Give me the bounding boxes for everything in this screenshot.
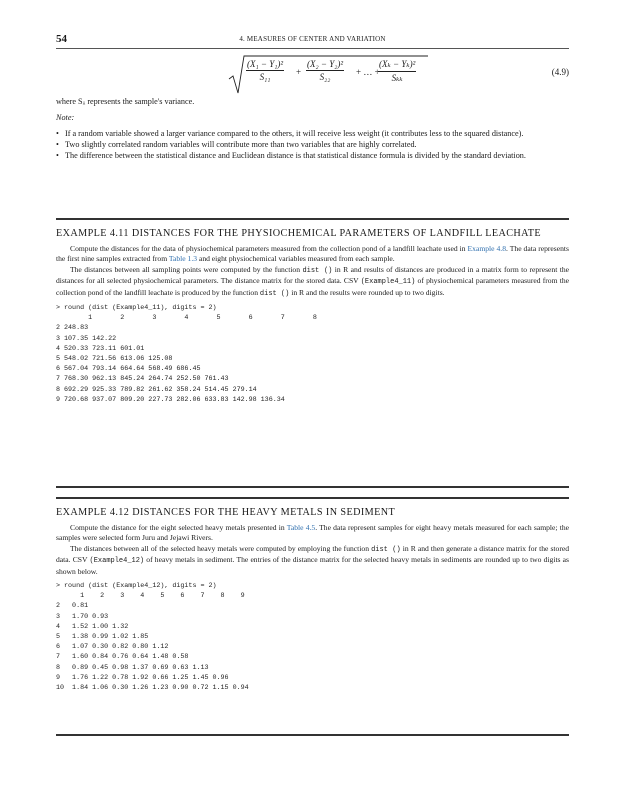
code-line: > round (dist (Example4_12), digits = 2) xyxy=(56,582,217,591)
running-title: 4. MEASURES OF CENTER AND VARIATION xyxy=(239,35,386,43)
example-paragraph xyxy=(56,523,569,544)
equation-4-9 xyxy=(228,55,428,95)
table-4-5-link[interactable]: Table 4.5 xyxy=(286,523,316,532)
code-line: 7 1.60 0.84 0.76 0.64 1.48 0.58 xyxy=(56,653,189,662)
term-1-denominator: S₁₁ xyxy=(259,72,271,82)
inline-code: dist () xyxy=(302,266,333,275)
text-run: in R and then generate a distance matrix for the stored data. CSV xyxy=(56,543,570,565)
code-line: 1 2 3 4 5 6 7 8 xyxy=(56,314,317,323)
text-run: . The data represents the first nine samples extracted from xyxy=(56,244,569,264)
where-text: where Sᵢᵢ represents the sample's variance. xyxy=(56,97,195,106)
code-line: 4 520.33 723.11 601.01 xyxy=(56,344,145,353)
text-run: The distances between all sampling points were computed by the function xyxy=(70,264,303,274)
term-1-numerator: (X₁ − Y₁)² xyxy=(247,59,284,69)
text-run: in R and results of distances are produced in a matrix form to represent the distances for all selected physiochemical parameters. The distance matrix for the stored data. CSV xyxy=(56,264,570,286)
example-4-8-link[interactable]: Example 4.8 xyxy=(467,244,506,253)
text-run: . The data represent samples for eight heavy metals measured for each sample; the samples were selected form Juru and Jejawi Rivers. xyxy=(56,523,569,543)
text-run: Compute the distance for the eight selected heavy metals presented in xyxy=(70,523,287,532)
code-line: 4 1.52 1.00 1.32 xyxy=(56,622,129,631)
code-line: 5 1.38 0.99 1.02 1.85 xyxy=(56,633,149,642)
code-line: 6 1.07 0.30 0.82 0.80 1.12 xyxy=(56,643,169,652)
example-body xyxy=(56,523,569,577)
note-label: Note: xyxy=(56,113,75,122)
term-2-numerator: (X₂ − Y₂)² xyxy=(307,59,344,69)
inline-code: dist () xyxy=(371,545,401,554)
example-4-11-box xyxy=(56,218,569,488)
inline-code: (Example4_11) xyxy=(360,278,416,287)
text-run: The distances between all of the selected heavy metals were computed by employing the function xyxy=(70,543,372,553)
text-run: in R and the results were rounded up to two digits. xyxy=(289,287,445,297)
text-run: of heavy metals in sediment. The entries of the distance matrix for the selected heavy metals in sediments are rounded up to two digits as shown below. xyxy=(56,555,569,576)
term-2-denominator: S₂₂ xyxy=(319,72,331,82)
example-body xyxy=(56,244,569,299)
inline-code: dist () xyxy=(259,289,290,298)
code-line: 6 567.04 793.14 664.64 568.49 686.45 xyxy=(56,365,201,374)
example-4-12-box xyxy=(56,497,569,736)
code-line: 2 248.83 xyxy=(56,324,89,333)
page-header xyxy=(56,33,569,47)
text-run: of physiochemical parameters measured from the collection pond of the landfill leachate is produced by the function xyxy=(56,276,569,297)
code-line: 10 1.84 1.06 0.30 1.26 1.23 0.90 0.72 1.15 0.94 xyxy=(56,684,249,693)
r-output-block xyxy=(56,303,569,405)
r-output-block xyxy=(56,581,569,693)
ellipsis-plus: + … + xyxy=(356,67,380,77)
code-line: 8 0.89 0.45 0.98 1.37 0.69 0.63 1.13 xyxy=(56,663,209,672)
text-run: and eight physiochemical variables measured from each sample. xyxy=(197,254,395,264)
equation-number: (4.9) xyxy=(551,67,569,77)
fraction-term-k xyxy=(378,59,416,84)
note-item: • Two slightly correlated random variables will contribute more than two variables that are highly correlated. xyxy=(56,139,573,150)
inline-code: (Example4_12) xyxy=(89,557,145,566)
notes-list xyxy=(56,128,573,162)
code-line: 9 720.68 937.07 809.20 227.73 282.06 633.83 142.98 136.34 xyxy=(56,395,285,404)
code-line: 9 1.76 1.22 0.78 1.92 0.66 1.25 1.45 0.96 xyxy=(56,673,229,682)
example-paragraph xyxy=(56,265,569,299)
page-number: 54 xyxy=(56,33,67,45)
example-paragraph xyxy=(56,244,569,265)
plus-sign: + xyxy=(296,67,302,77)
code-line: > round (dist (Example4_11), digits = 2) xyxy=(56,304,217,313)
code-line: 5 548.02 721.56 613.06 125.08 xyxy=(56,355,173,364)
note-item: • If a random variable showed a larger variance compared to the others, it will receive less weight (it contributes less to the squared distance). xyxy=(56,128,573,139)
header-rule xyxy=(56,48,569,49)
term-k-numerator: (Xₖ − Yₖ)² xyxy=(378,59,416,72)
example-title: EXAMPLE 4.11 DISTANCES FOR THE PHYSIOCHEMICAL PARAMETERS OF LANDFILL LEACHATE xyxy=(56,228,542,239)
note-item: • The difference between the statistical distance and Euclidean distance is that statistical distance formula is divided by the standard deviation. xyxy=(56,150,573,161)
table-1-3-link[interactable]: Table 1.3 xyxy=(168,254,198,264)
code-line: 3 1.70 0.93 xyxy=(56,612,109,621)
fraction-term-2 xyxy=(306,59,344,82)
term-k-denominator: Sₖₖ xyxy=(391,73,403,83)
code-line: 2 0.81 xyxy=(56,602,89,611)
code-line: 1 2 3 4 5 6 7 8 9 xyxy=(56,592,245,601)
text-run: Compute the distances for the data of physiochemical parameters measured from the collection pond of a landfill leachate used in xyxy=(70,244,468,253)
code-line: 7 768.30 962.13 845.24 264.74 252.50 761.43 xyxy=(56,375,229,384)
fraction-term-1 xyxy=(246,59,284,82)
code-line: 3 107.35 142.22 xyxy=(56,334,117,343)
example-paragraph xyxy=(56,544,569,577)
code-line: 8 692.29 925.33 789.82 261.62 358.24 514.45 279.14 xyxy=(56,385,257,394)
example-title: EXAMPLE 4.12 DISTANCES FOR THE HEAVY METALS IN SEDIMENT xyxy=(56,507,396,518)
